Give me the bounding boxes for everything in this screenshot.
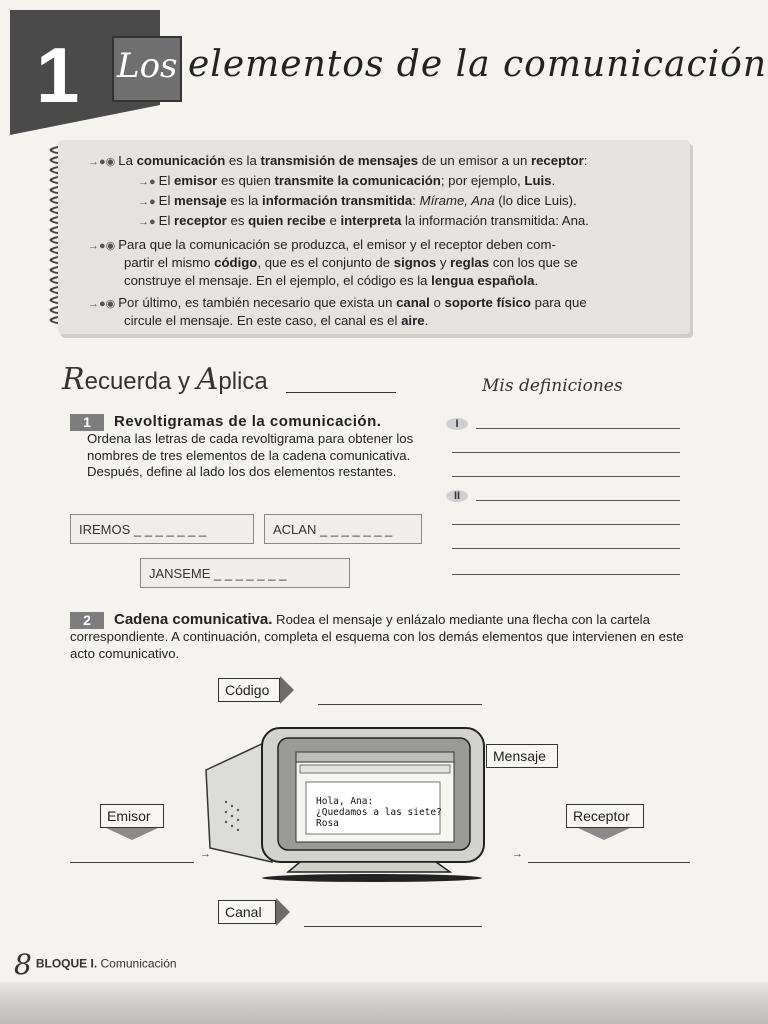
receptor-label: Receptor xyxy=(566,804,644,828)
definition-label-1: I xyxy=(446,418,468,430)
block-section: Comunicación xyxy=(97,956,177,971)
definitions-heading: Mis definiciones xyxy=(482,376,623,396)
canal-label: Canal xyxy=(218,900,276,924)
arrow-right-icon xyxy=(280,676,294,704)
bullet-icon: →●◉ xyxy=(88,156,116,168)
definition-answer-line[interactable] xyxy=(476,428,680,429)
bottom-strip xyxy=(0,982,768,1024)
bullet-icon: →●◉ xyxy=(88,298,116,310)
arrow-right-icon xyxy=(276,898,290,926)
theory-paragraph-3-line-2: circule el mensaje. En este caso, el canal es el aire. xyxy=(124,313,429,328)
page-footer xyxy=(14,948,177,981)
heading-underline xyxy=(286,392,396,393)
block-label: BLOQUE I. xyxy=(35,956,98,971)
arrow-down-icon xyxy=(106,828,158,840)
codigo-answer-line[interactable] xyxy=(318,704,482,705)
exercise-number: 2 xyxy=(70,612,104,629)
emisor-label: Emisor xyxy=(100,804,164,828)
theory-item-mensaje: →● El mensaje es la información transmitida: Mírame, Ana (lo dice Luis). xyxy=(138,193,577,208)
exercise-1 xyxy=(70,414,425,481)
arrow-down-icon xyxy=(578,828,630,840)
theory-item-receptor: →● El receptor es quien recibe e interpreta la información transmitida: Ana. xyxy=(138,213,589,228)
small-arrow-icon: → xyxy=(200,848,211,860)
definition-answer-line[interactable] xyxy=(476,500,680,501)
theory-paragraph-2-line-1: →●◉ Para que la comunicación se produzca, el emisor y el receptor deben com- xyxy=(88,237,556,252)
exercise-2 xyxy=(70,612,690,662)
theory-paragraph-3-line-1: →●◉ Por último, es también necesario que exista un canal o soporte físico para que xyxy=(88,295,587,310)
bullet-icon: →● xyxy=(138,216,156,228)
title-first-word: Los xyxy=(117,46,178,86)
receptor-answer-line[interactable] xyxy=(528,862,690,863)
theory-box xyxy=(58,140,690,334)
theory-paragraph-1: →●◉ La comunicación es la transmisión de mensajes de un emisor a un receptor: xyxy=(88,153,588,168)
bullet-icon: →● xyxy=(138,196,156,208)
screen-message[interactable]: Hola, Ana: ¿Quedamos a las siete? Rosa xyxy=(316,796,442,829)
mensaje-label: Mensaje xyxy=(486,744,558,768)
exercise-instructions: Rodea el mensaje y enlázalo mediante una flecha con la cartela correspondiente. A continuación, completa el esquema con los demás elementos que intervienen en este acto comunicativo. xyxy=(70,612,684,661)
canal-answer-line[interactable] xyxy=(304,926,482,927)
definition-answer-line[interactable] xyxy=(452,524,680,525)
section-heading: Recuerda y Aplica xyxy=(62,362,268,397)
exercise-title: Revoltigramas de la comunicación. xyxy=(114,413,382,430)
emisor-answer-line[interactable] xyxy=(70,862,194,863)
theory-item-emisor: →● El emisor es quien transmite la comunicación; por ejemplo, Luis. xyxy=(138,173,556,188)
page-number: 8 xyxy=(14,948,32,981)
theory-paragraph-2-line-3: construye el mensaje. En el ejemplo, el código es la lengua española. xyxy=(124,273,539,288)
definition-answer-line[interactable] xyxy=(452,452,680,453)
exercise-title: Cadena comunicativa. xyxy=(114,611,273,628)
anagram-box-3[interactable]: JANSEME _ _ _ _ _ _ _ xyxy=(140,558,350,588)
anagram-box-1[interactable]: IREMOS _ _ _ _ _ _ _ xyxy=(70,514,254,544)
anagram-box-2[interactable]: ACLAN _ _ _ _ _ _ _ xyxy=(264,514,422,544)
unit-number: 1 xyxy=(36,31,80,119)
codigo-label: Código xyxy=(218,678,280,702)
definition-answer-line[interactable] xyxy=(452,548,680,549)
small-arrow-icon: → xyxy=(512,848,523,860)
theory-paragraph-2-line-2: partir el mismo código, que es el conjunto de signos y reglas con los que se xyxy=(124,255,578,270)
exercise-instructions: Ordena las letras de cada revoltigrama para obtener los nombres de tres elementos de la cadena comunicativa. Después, define al lado los dos elementos restantes. xyxy=(87,431,414,480)
bullet-icon: →●◉ xyxy=(88,240,116,252)
exercise-number: 1 xyxy=(70,414,104,431)
page-title: elementos de la comunicación xyxy=(188,44,768,85)
definition-answer-line[interactable] xyxy=(452,476,680,477)
bullet-icon: →● xyxy=(138,176,156,188)
definition-answer-line[interactable] xyxy=(452,574,680,575)
definition-label-2: II xyxy=(446,490,468,502)
